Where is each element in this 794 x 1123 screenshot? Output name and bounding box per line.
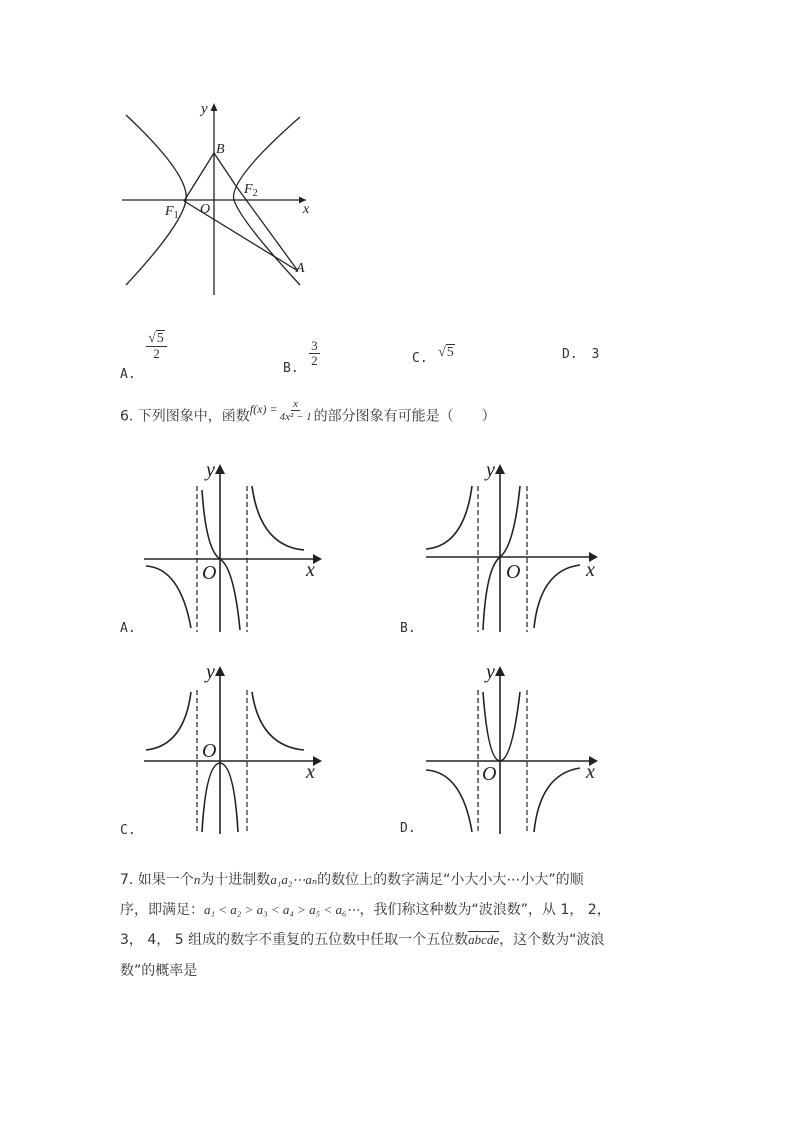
graph-option-A[interactable]: A. [120,621,136,636]
question-7-line-4: 数”的概率是 [120,963,198,979]
question-7-line-3: 3， 4， 5 组成的数字不重复的五位数中任取一个五位数abcde，这个数为“波浪 [120,932,605,948]
label-x: x [306,559,315,581]
hyperbola-figure [110,95,320,305]
inequality-chain: a₁ < a₂ > a₃ < a₄ > a₅ < a₆⋯ [204,902,360,917]
label-F2: $F_2$ [244,182,258,199]
var-n: n [193,872,201,887]
label-x: x [586,761,595,783]
graph-option-D[interactable]: D. [400,821,416,836]
label-A: A [296,261,305,276]
graph-option-B[interactable]: B. [400,621,416,636]
option-D-q5[interactable] [562,347,599,362]
label-O: O [506,561,521,583]
option-letter: D. [562,347,578,362]
label-y: y [486,459,495,481]
curve-left [146,566,191,628]
fraction-3-over-2: $\frac{3}{2}$ [311,338,318,368]
label-y: y [486,661,495,683]
label-O: O [202,562,217,584]
label-B: B [216,142,225,157]
curve-left [146,692,191,750]
label-y: y [201,101,208,117]
function-fraction: $\frac{x}{\text{4x² − 1}}$ [279,398,312,423]
label-F1: $F_1$ [165,204,179,221]
sqrt-5: √5 [438,345,454,360]
label-O: O [482,763,497,785]
function-lhs: f(x) = [249,401,278,416]
curve-left [426,486,472,549]
fraction-sqrt5-over-2: $\frac{√5}{2}$ [146,331,167,361]
label-O: O [202,740,217,762]
option-B-q5[interactable] [283,338,320,376]
curve-middle [202,490,240,630]
option-A-q5[interactable] [120,331,167,382]
question-7-line-2: 序，即满足：a₁ < a₂ > a₃ < a₄ > a₅ < a₆⋯，我们称这种数为“波浪数”，从 1， 2， [120,902,611,918]
graph-option-C[interactable]: C. [120,823,136,838]
curve-right [252,486,304,550]
digits-expression: a₁a₂⋯aₙ [270,872,318,887]
var-abcde: abcde [468,932,500,947]
y-axis-arrow [211,103,218,111]
graph-A [140,458,330,638]
curve-right [252,692,304,750]
segment-F1-B [184,153,214,201]
option-letter: A. [120,367,136,382]
option-letter: B. [283,360,299,376]
label-x: x [586,559,595,581]
label-y: y [206,661,215,683]
label-O: O [200,202,211,217]
graph-C [140,660,330,840]
option-C-q5[interactable] [412,344,455,366]
option-value: 3 [591,347,600,362]
curve-middle [483,692,520,761]
label-x: x [303,202,310,217]
question-7-line-1: 7. 如果一个n为十进制数a₁a₂⋯aₙ的数位上的数字满足“小大小大⋯小大”的顺 [120,872,584,888]
graph-B [422,458,612,638]
curve-middle [483,486,520,630]
curve-left [426,770,472,832]
question-6-stem: 6. 下列图象中，函数f(x) = $\frac{x}{\text{4x² − 1}}$ 的部分图象有可能是（ ） [120,398,496,425]
graph-D [422,660,612,840]
segment-F2-A [236,186,298,271]
label-x: x [306,761,315,783]
segment-B-F2 [214,153,236,186]
curve-right [534,768,580,832]
label-y: y [206,459,215,481]
curve-right [534,565,580,628]
option-letter: C. [412,351,428,366]
